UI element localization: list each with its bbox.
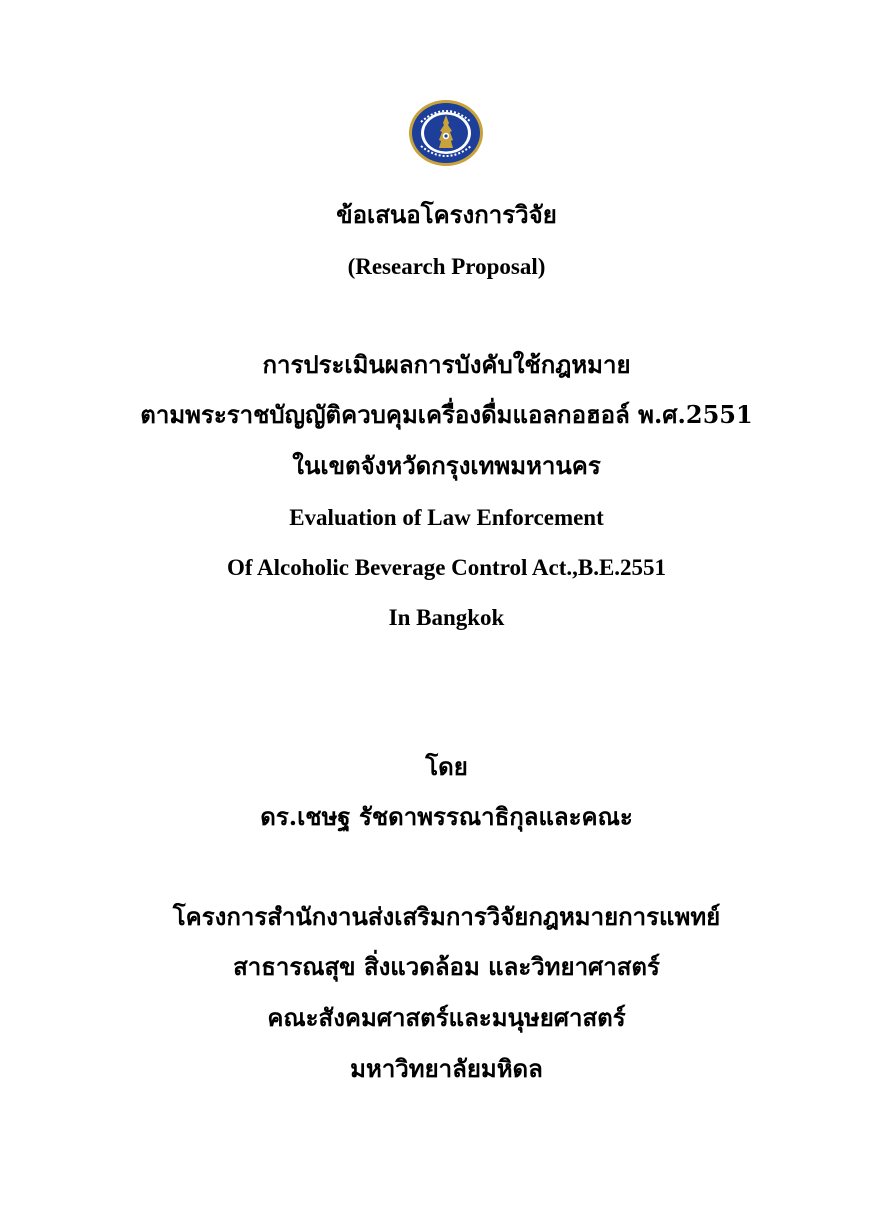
organization-line-2: สาธารณสุข สิ่งแวดล้อม และวิทยาศาสตร์ xyxy=(233,952,660,981)
proposal-title-en: (Research Proposal) xyxy=(347,254,546,279)
project-title-th-line-2: ตามพระราชบัญญัติควบคุมเครื่องดื่มแอลกอฮอล์ พ.ศ.2551 xyxy=(140,400,753,429)
project-title-en-line-2: Of Alcoholic Beverage Control Act.,B.E.2551 xyxy=(226,555,667,580)
organization-line-3: คณะสังคมศาสตร์และมนุษยศาสตร์ xyxy=(267,1003,626,1032)
proposal-title-th: ข้อเสนอโครงการวิจัย xyxy=(336,200,557,229)
author-name: ดร.เชษฐ รัชดาพรรณาธิกุลและคณะ xyxy=(260,802,633,831)
project-title-th-line-3: ในเขตจังหวัดกรุงเทพมหานคร xyxy=(292,451,601,480)
organization-line-1: โครงการสำนักงานส่งเสริมการวิจัยกฎหมายการแพทย์ xyxy=(172,902,721,931)
project-title-en-line-1: Evaluation of Law Enforcement xyxy=(289,505,604,530)
project-title-th-line-1: การประเมินผลการบังคับใช้กฎหมาย xyxy=(262,350,631,379)
mahidol-university-seal-icon xyxy=(407,98,485,168)
by-label: โดย xyxy=(425,752,468,781)
organization-line-4: มหาวิทยาลัยมหิดล xyxy=(350,1054,543,1083)
project-title-en-line-3: In Bangkok xyxy=(388,605,505,630)
